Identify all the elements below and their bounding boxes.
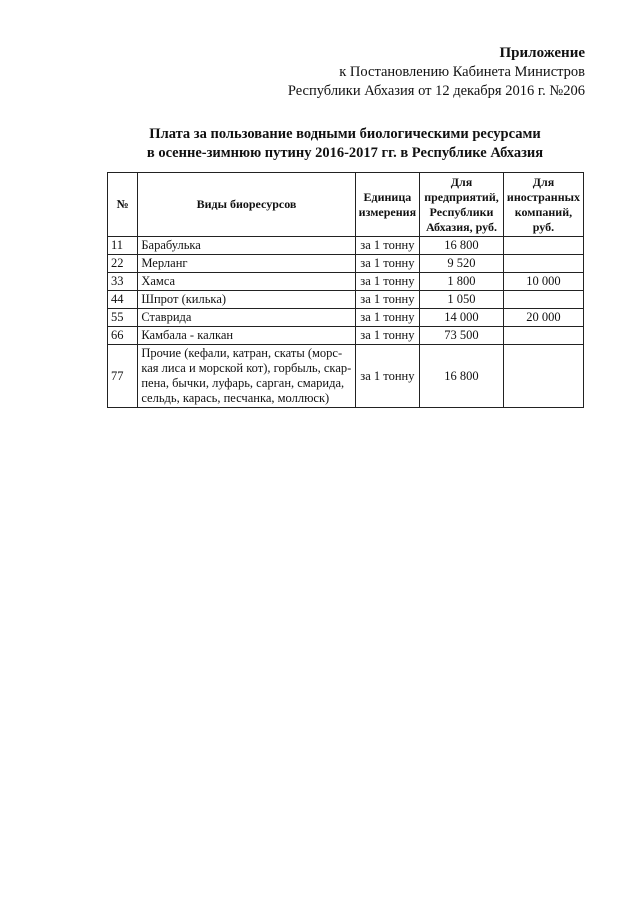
row-species: Ставрида [138, 309, 355, 327]
row-species: Хамса [138, 273, 355, 291]
row-species: Барабулька [138, 237, 355, 255]
row-species: Камбала - калкан [138, 327, 355, 345]
table-row [108, 345, 584, 408]
row-unit: за 1 тонну [355, 309, 419, 327]
row-num: 66 [108, 327, 138, 345]
row-num: 11 [108, 237, 138, 255]
appendix-title: Приложение [499, 45, 585, 61]
row-unit: за 1 тонну [355, 291, 419, 309]
row-foreign-price [503, 327, 583, 345]
row-num: 22 [108, 255, 138, 273]
row-local-price: 73 500 [420, 327, 504, 345]
table-row [108, 255, 584, 273]
fee-table [107, 172, 584, 408]
header-species: Виды биоресурсов [138, 173, 355, 237]
appendix-line-2: Республики Абхазия от 12 декабря 2016 г. №206 [287, 83, 585, 99]
header-local-price: Для предприятий, Республики Абхазия, руб. [420, 173, 504, 237]
table-row [108, 309, 584, 327]
table-row [108, 237, 584, 255]
row-num: 55 [108, 309, 138, 327]
table-row [108, 327, 584, 345]
row-unit: за 1 тонну [355, 255, 419, 273]
row-num: 77 [108, 345, 138, 408]
table-row [108, 291, 584, 309]
row-species: Мерланг [138, 255, 355, 273]
row-foreign-price [503, 237, 583, 255]
appendix-line-1: к Постановлению Кабинета Министров [339, 64, 585, 80]
row-local-price: 1 050 [420, 291, 504, 309]
row-unit: за 1 тонну [355, 237, 419, 255]
row-local-price: 16 800 [420, 345, 504, 408]
row-foreign-price: 10 000 [503, 273, 583, 291]
row-num: 44 [108, 291, 138, 309]
appendix-header [288, 44, 585, 101]
table-header-row [108, 173, 584, 237]
row-species: Шпрот (килька) [138, 291, 355, 309]
title-line-1: Плата за пользование водными биологическими ресурсами [149, 126, 541, 142]
row-local-price: 1 800 [420, 273, 504, 291]
title-line-2: в осенне-зимнюю путину 2016-2017 гг. в Республике Абхазия [146, 145, 544, 161]
row-foreign-price [503, 255, 583, 273]
header-unit: Единица измерения [355, 173, 419, 237]
table-row [108, 273, 584, 291]
row-num: 33 [108, 273, 138, 291]
row-local-price: 14 000 [420, 309, 504, 327]
row-unit: за 1 тонну [355, 273, 419, 291]
row-unit: за 1 тонну [355, 345, 419, 408]
row-foreign-price [503, 345, 583, 408]
header-foreign-price: Для иностранных компаний, руб. [503, 173, 583, 237]
row-species: Прочие (кефали, катран, скаты (морс-кая лиса и морской кот), горбыль, скар-пена, бычки, луфарь, сарган, смарида, сельдь, карась, песчанка, моллюск) [138, 345, 355, 408]
row-foreign-price: 20 000 [503, 309, 583, 327]
document-title [110, 125, 580, 163]
header-num: № [108, 173, 138, 237]
row-local-price: 16 800 [420, 237, 504, 255]
row-foreign-price [503, 291, 583, 309]
row-local-price: 9 520 [420, 255, 504, 273]
row-unit: за 1 тонну [355, 327, 419, 345]
